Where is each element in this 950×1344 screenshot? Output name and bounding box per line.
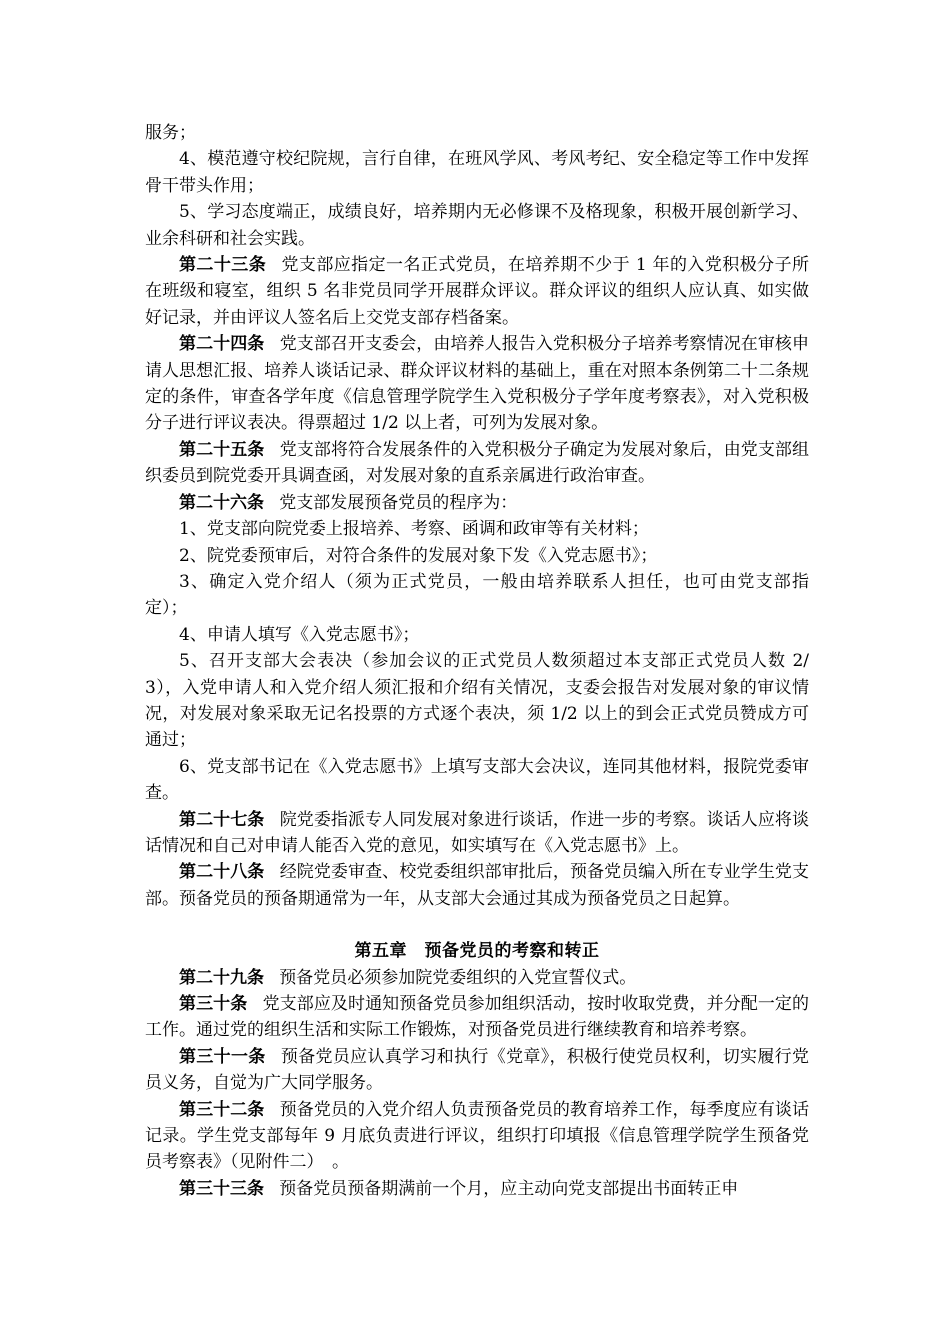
paragraph-text: 服务； [145,123,196,143]
paragraph-text: 院党委指派专人同发展对象进行谈话，作进一步的考察。谈话人应将谈话情况和自己对申请人能否入党的意见，如实填写在《入党志愿书》上。 [145,809,810,856]
paragraph-text: 5、召开支部大会表决（参加会议的正式党员人数须超过本支部正式党员人数 2/3），入党申请人和入党介绍人须汇报和介绍有关情况，支委会报告对发展对象的审议情况，对发展对象采取无记名投票的方式逐个表决，须 1/2 以上的到会正式党员赞成方可通过； [145,651,809,751]
paragraph-text: 预备党员的入党介绍人负责预备党员的教育培养工作，每季度应有谈话记录。学生党支部每年 9 月底负责进行评议，组织打印填报《信息管理学院学生预备党员考察表》（见附件二） 。 [145,1099,810,1173]
paragraph-text: 党支部召开支委会，由培养人报告入党积极分子培养考察情况在审核申请人思想汇报、培养人谈话记录、群众评议材料的基础上，重在对照本条例第二十二条规定的条件，审查各学年度《信息管理学院学生入党积极分子学年度考察表》，对入党积极分子进行评议表决。得票超过 1/2 以上者，可列为发展对象。 [145,334,810,434]
article-number: 第三十一条 [179,1046,266,1067]
section-spacer [145,912,809,938]
list-item [145,569,809,622]
document-body-before [145,120,809,912]
paragraph-text: 6、党支部书记在《入党志愿书》上填写支部大会决议，连同其他材料，报院党委审查。 [145,756,809,804]
article-number: 第三十二条 [179,1099,265,1120]
article-paragraph [145,807,809,860]
article-paragraph [145,1044,809,1097]
list-item [145,648,809,754]
list-item [145,754,809,807]
list-item [145,516,809,542]
list-item [145,120,809,146]
article-number: 第二十九条 [179,967,264,988]
paragraph-text: 党支部将符合发展条件的入党积极分子确定为发展对象后，由党支部组织委员到院党委开具调查函，对发展对象的直系亲属进行政治审查。 [145,439,810,487]
list-item [145,146,809,199]
paragraph-text: 3、确定入党介绍人（须为正式党员，一般由培养联系人担任，也可由党支部指定）； [145,571,809,619]
article-paragraph [145,1176,809,1202]
paragraph-text: 经院党委审查、校党委组织部审批后，预备党员编入所在专业学生党支部。预备党员的预备期通常为一年，从支部大会通过其成为预备党员之日起算。 [145,862,810,909]
article-number: 第三十条 [179,994,248,1014]
paragraph-text: 党支部发展预备党员的程序为： [279,492,518,513]
article-paragraph [145,331,809,437]
article-number: 第二十五条 [179,439,265,460]
paragraph-text: 预备党员必须参加院党委组织的入党宣誓仪式。 [279,967,637,988]
article-paragraph [145,1097,809,1176]
paragraph-text: 1、党支部向院党委上报培养、考察、函调和政审等有关材料； [179,519,649,540]
document-page [145,120,809,1202]
document-body-after [145,965,809,1203]
paragraph-text: 2、院党委预审后，对符合条件的发展对象下发《入党志愿书》； [179,545,658,566]
article-paragraph [145,252,809,331]
paragraph-text: 4、模范遵守校纪院规，言行自律，在班风学风、考风考纪、安全稳定等工作中发挥骨干带头作用； [145,149,809,196]
paragraph-text: 党支部应指定一名正式党员，在培养期不少于 1 年的入党积极分子所在班级和寝室，组织 5 名非党员同学开展群众评议。群众评议的组织人应认真、如实做好记录，并由评议人签名后上交党支部存档备案。 [145,255,809,328]
article-paragraph [145,490,809,516]
paragraph-text: 预备党员应认真学习和执行《党章》，积极行使党员权利，切实履行党员义务，自觉为广大同学服务。 [145,1046,810,1094]
article-number: 第二十四条 [179,334,265,355]
paragraph-text: 党支部应及时通知预备党员参加组织活动，按时收取党费，并分配一定的工作。通过党的组织生活和实际工作锻炼，对预备党员进行继续教育和培养考察。 [145,994,810,1041]
article-paragraph [145,965,809,991]
article-number: 第二十三条 [179,255,267,276]
list-item [145,622,809,648]
article-paragraph [145,991,809,1044]
article-paragraph [145,437,809,490]
paragraph-text: 5、学习态度端正，成绩良好，培养期内无必修课不及格现象，积极开展创新学习、业余科研和社会实践。 [145,202,809,249]
article-number: 第二十八条 [179,862,265,883]
article-number: 第二十七条 [179,809,265,830]
article-number: 第二十六条 [179,492,264,513]
list-item [145,199,809,252]
article-paragraph [145,859,809,912]
list-item [145,543,809,569]
chapter-title: 第五章 预备党员的考察和转正 [354,941,600,962]
paragraph-text: 预备党员预备期满前一个月，应主动向党支部提出书面转正申 [279,1178,739,1199]
article-number: 第三十三条 [179,1178,264,1199]
paragraph-text: 4、申请人填写《入党志愿书》； [179,624,420,645]
